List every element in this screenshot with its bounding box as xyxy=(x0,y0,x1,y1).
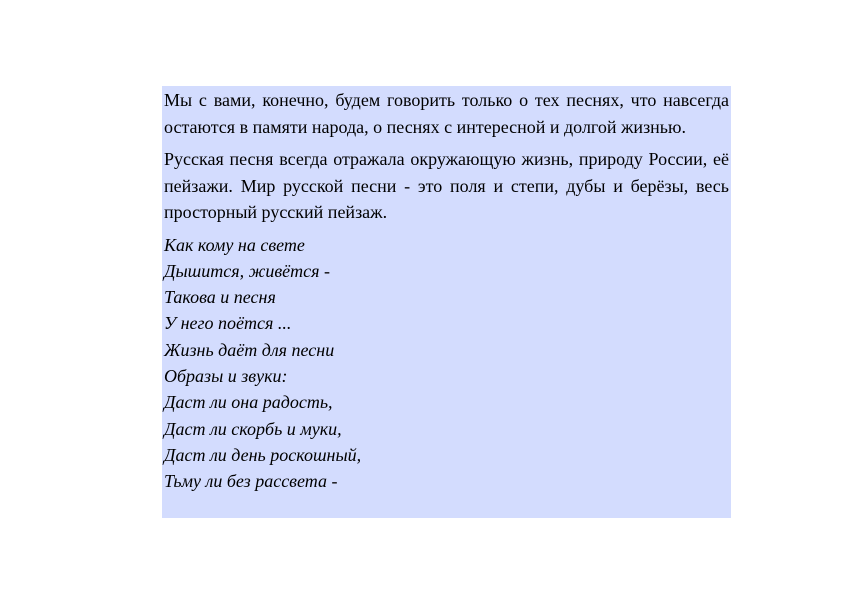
paragraph-russian-song: Русская песня всегда отражала окружающую жизнь, природу России, её пейзажи. Мир русской песни - это поля и степи, дубы и берёзы, весь просторный русский пейзаж. xyxy=(164,149,729,222)
poem-line: Тьму ли без рассвета - xyxy=(164,471,338,492)
poem-line: Как кому на свете xyxy=(164,234,305,255)
poem-line: Жизнь даёт для песни xyxy=(164,339,335,360)
text-box xyxy=(162,86,731,518)
poem-line: Такова и песня xyxy=(164,287,276,308)
poem-quote xyxy=(164,232,729,495)
poem-line: Даст ли она радость, xyxy=(164,392,333,413)
poem-line: Образы и звуки: xyxy=(164,365,288,386)
poem-line: Даст ли день роскошный, xyxy=(164,444,362,465)
paragraph-intro: Мы с вами, конечно, будем говорить только о тех песнях, что навсегда остаются в памяти народа, о песнях с интересной и долгой жизнью. xyxy=(164,90,729,137)
poem-line: Даст ли скорбь и муки, xyxy=(164,418,342,439)
poem-line: У него поётся ... xyxy=(164,313,292,334)
poem-line: Дышится, живётся - xyxy=(164,260,330,281)
